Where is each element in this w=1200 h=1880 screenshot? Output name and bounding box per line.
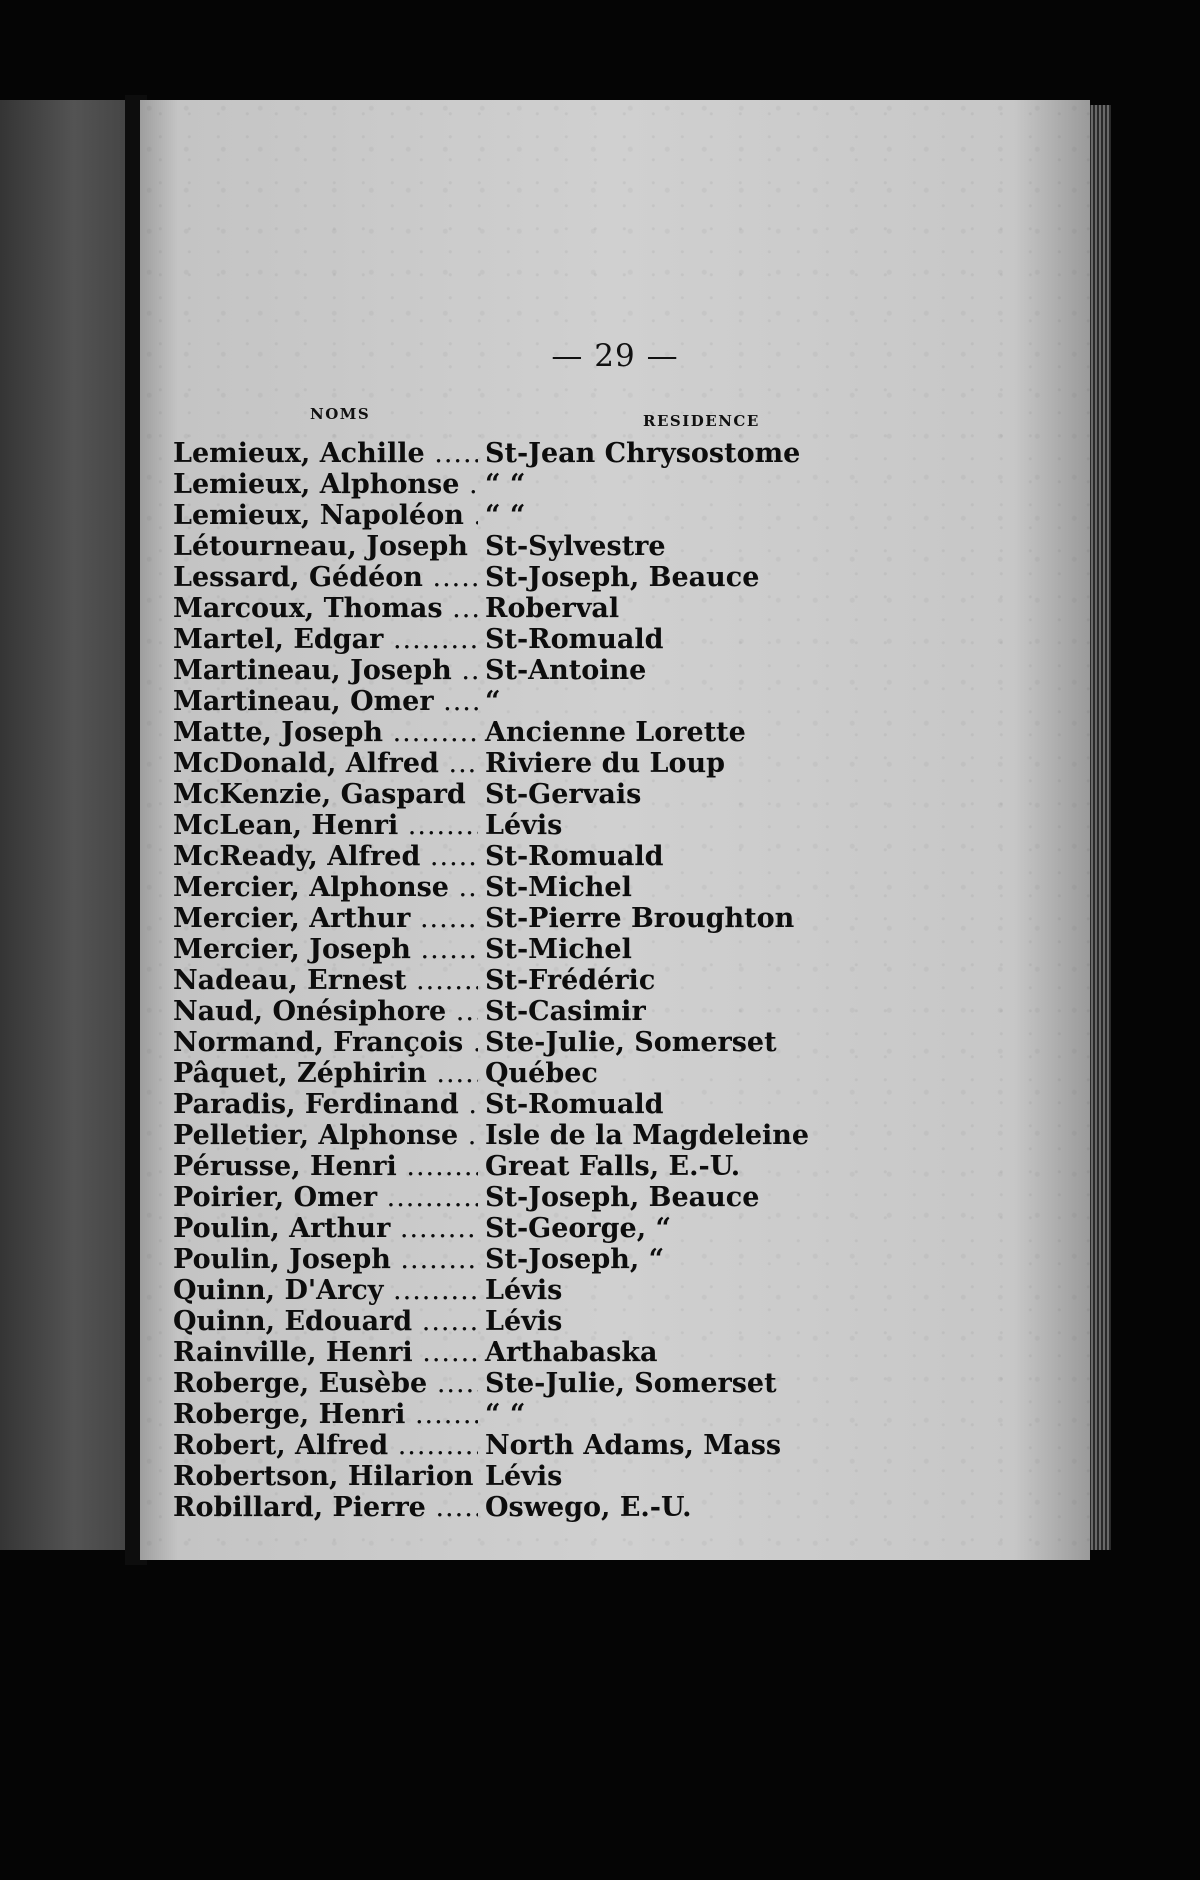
- list-item: [140, 934, 1090, 965]
- entry-name: Martel, Edgar: [173, 624, 384, 655]
- entry-name-cell: [173, 1368, 478, 1399]
- entry-residence: “: [485, 686, 501, 717]
- entry-name: Martineau, Omer: [173, 686, 434, 717]
- entry-residence: North Adams, Mass: [485, 1430, 782, 1461]
- list-item: [140, 1027, 1090, 1058]
- entry-name-cell: [173, 593, 478, 624]
- entry-name-cell: [173, 438, 478, 469]
- entry-residence: St-Jean Chrysostome: [485, 438, 801, 469]
- entry-name: Martineau, Joseph: [173, 655, 452, 686]
- entry-name-cell: [173, 810, 478, 841]
- list-item: [140, 779, 1090, 810]
- entry-name: Létourneau, Joseph: [173, 531, 468, 562]
- list-item: [140, 531, 1090, 562]
- entry-name-cell: [173, 1058, 478, 1089]
- entry-residence: “ “: [485, 469, 526, 500]
- entry-name-cell: [173, 1337, 478, 1368]
- entry-residence: “ “: [485, 1399, 526, 1430]
- entry-name: Paradis, Ferdinand: [173, 1089, 459, 1120]
- list-item: [140, 903, 1090, 934]
- entry-name: Lessard, Gédéon: [173, 562, 423, 593]
- entry-name: McKenzie, Gaspard: [173, 779, 466, 810]
- entry-residence: Lévis: [485, 1275, 563, 1306]
- entry-name: Robertson, Hilarion: [173, 1461, 474, 1492]
- list-item: [140, 1213, 1090, 1244]
- entry-residence: St-George, “: [485, 1213, 672, 1244]
- entry-name: Poulin, Joseph: [173, 1244, 391, 1275]
- entry-name-cell: [173, 1213, 478, 1244]
- entry-name-cell: [173, 469, 478, 500]
- entry-name-cell: [173, 1182, 478, 1213]
- residence-column-header: RESIDENCE: [643, 412, 760, 430]
- entry-name: Lemieux, Achille: [173, 438, 425, 469]
- entry-name: Roberge, Henri: [173, 1399, 406, 1430]
- entry-name-cell: [173, 1275, 478, 1306]
- list-item: [140, 1151, 1090, 1182]
- entry-residence: St-Gervais: [485, 779, 642, 810]
- entry-residence: St-Antoine: [485, 655, 647, 686]
- list-item: [140, 1089, 1090, 1120]
- entry-residence: St-Romuald: [485, 624, 664, 655]
- entry-residence: St-Romuald: [485, 1089, 664, 1120]
- list-item: [140, 1244, 1090, 1275]
- entry-residence: St-Casimir: [485, 996, 646, 1027]
- list-item: [140, 1058, 1090, 1089]
- list-item: [140, 469, 1090, 500]
- entry-name-cell: [173, 1151, 478, 1182]
- entry-name-cell: [173, 996, 478, 1027]
- list-item: [140, 748, 1090, 779]
- entry-name-cell: [173, 531, 478, 562]
- facing-page-edge: [0, 100, 135, 1550]
- entry-name-cell: [173, 655, 478, 686]
- list-item: [140, 1182, 1090, 1213]
- entry-name: Quinn, Edouard: [173, 1306, 413, 1337]
- entry-name-cell: [173, 500, 478, 531]
- entry-residence: Ste-Julie, Somerset: [485, 1027, 777, 1058]
- entry-residence: Ancienne Lorette: [485, 717, 746, 748]
- entry-name: McDonald, Alfred: [173, 748, 439, 779]
- list-item: [140, 996, 1090, 1027]
- entry-residence: St-Romuald: [485, 841, 664, 872]
- list-item: [140, 841, 1090, 872]
- entry-name-cell: [173, 965, 478, 996]
- entry-name: McLean, Henri: [173, 810, 399, 841]
- entry-name: Quinn, D'Arcy: [173, 1275, 384, 1306]
- list-item: [140, 1120, 1090, 1151]
- page-number: — 29 —: [551, 338, 679, 374]
- entry-name: Lemieux, Alphonse: [173, 469, 460, 500]
- entry-name: Nadeau, Ernest: [173, 965, 407, 996]
- entry-name-cell: [173, 1399, 478, 1430]
- entry-residence: St-Sylvestre: [485, 531, 666, 562]
- entry-name-cell: [173, 717, 478, 748]
- entry-name-cell: [173, 903, 478, 934]
- list-item: [140, 686, 1090, 717]
- entry-name-cell: [173, 1461, 478, 1492]
- list-item: [140, 500, 1090, 531]
- entry-residence: Oswego, E.-U.: [485, 1492, 692, 1523]
- list-item: [140, 593, 1090, 624]
- entry-residence: St-Joseph, “: [485, 1244, 665, 1275]
- entry-name: Pérusse, Henri: [173, 1151, 397, 1182]
- list-item: [140, 1492, 1090, 1523]
- list-item: [140, 624, 1090, 655]
- entry-name: Marcoux, Thomas: [173, 593, 443, 624]
- entry-residence: Lévis: [485, 1306, 563, 1337]
- entry-name-cell: [173, 1244, 478, 1275]
- entry-name-cell: [173, 841, 478, 872]
- list-item: [140, 810, 1090, 841]
- list-item: [140, 1275, 1090, 1306]
- entry-residence: Great Falls, E.-U.: [485, 1151, 741, 1182]
- entry-name: Mercier, Joseph: [173, 934, 411, 965]
- entry-name-cell: [173, 1306, 478, 1337]
- entry-name: Pelletier, Alphonse: [173, 1120, 459, 1151]
- entry-residence: Québec: [485, 1058, 598, 1089]
- entry-name-cell: [173, 1430, 478, 1461]
- entry-residence: St-Pierre Broughton: [485, 903, 795, 934]
- entry-name: Naud, Onésiphore: [173, 996, 447, 1027]
- list-item: [140, 438, 1090, 469]
- entries-list: [140, 438, 1090, 1523]
- entry-name-cell: [173, 686, 478, 717]
- list-item: [140, 1430, 1090, 1461]
- list-item: [140, 717, 1090, 748]
- entry-name: Poirier, Omer: [173, 1182, 378, 1213]
- entry-name-cell: [173, 562, 478, 593]
- entry-name: Poulin, Arthur: [173, 1213, 391, 1244]
- entry-residence: St-Michel: [485, 872, 632, 903]
- list-item: [140, 1337, 1090, 1368]
- list-item: [140, 655, 1090, 686]
- list-item: [140, 1306, 1090, 1337]
- entry-residence: St-Frédéric: [485, 965, 656, 996]
- entry-residence: Arthabaska: [485, 1337, 658, 1368]
- entry-residence: St-Joseph, Beauce: [485, 562, 760, 593]
- entry-name-cell: [173, 872, 478, 903]
- entry-name-cell: [173, 624, 478, 655]
- entry-residence: Riviere du Loup: [485, 748, 726, 779]
- entry-residence: Lévis: [485, 810, 563, 841]
- entry-name: Rainville, Henri: [173, 1337, 413, 1368]
- book-page: [140, 100, 1090, 1560]
- entry-name-cell: [173, 748, 478, 779]
- entry-residence: Isle de la Magdeleine: [485, 1120, 810, 1151]
- entry-name: Robillard, Pierre: [173, 1492, 426, 1523]
- list-item: [140, 562, 1090, 593]
- entry-name: Lemieux, Napoléon: [173, 500, 464, 531]
- entry-name: Pâquet, Zéphirin: [173, 1058, 427, 1089]
- entry-name-cell: [173, 934, 478, 965]
- entry-name-cell: [173, 1089, 478, 1120]
- entry-name-cell: [173, 779, 478, 810]
- entry-name: McReady, Alfred: [173, 841, 421, 872]
- entry-residence: Lévis: [485, 1461, 563, 1492]
- entry-residence: Roberval: [485, 593, 620, 624]
- list-item: [140, 1399, 1090, 1430]
- entry-residence: St-Michel: [485, 934, 632, 965]
- entry-residence: St-Joseph, Beauce: [485, 1182, 760, 1213]
- list-item: [140, 1368, 1090, 1399]
- entry-name-cell: [173, 1027, 478, 1058]
- entry-name-cell: [173, 1492, 478, 1523]
- list-item: [140, 965, 1090, 996]
- entry-residence: Ste-Julie, Somerset: [485, 1368, 777, 1399]
- entry-name: Normand, François: [173, 1027, 464, 1058]
- names-column-header: NOMS: [310, 405, 371, 423]
- entry-name: Mercier, Alphonse: [173, 872, 449, 903]
- entry-name: Roberge, Eusèbe: [173, 1368, 428, 1399]
- list-item: [140, 1461, 1090, 1492]
- entry-name: Robert, Alfred: [173, 1430, 389, 1461]
- list-item: [140, 872, 1090, 903]
- entry-residence: “ “: [485, 500, 526, 531]
- entry-name: Mercier, Arthur: [173, 903, 411, 934]
- entry-name-cell: [173, 1120, 478, 1151]
- entry-name: Matte, Joseph: [173, 717, 383, 748]
